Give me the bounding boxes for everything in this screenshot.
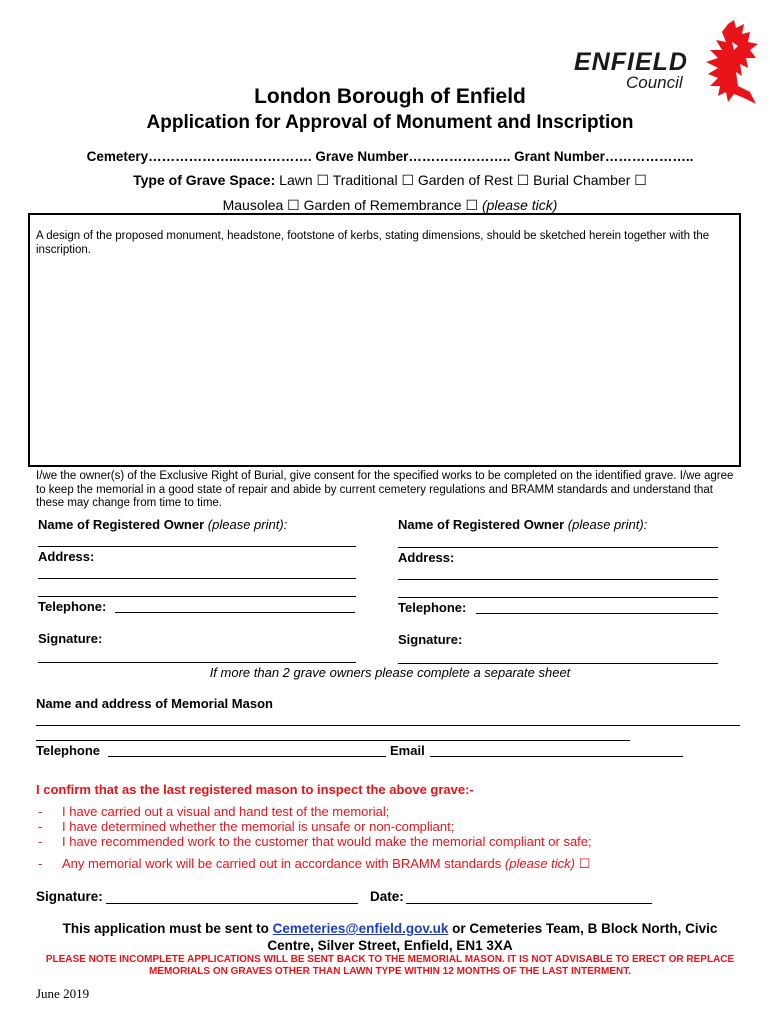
owner1-address-line1[interactable] (38, 578, 356, 579)
owner2-telephone-line[interactable] (476, 613, 718, 614)
owner2-address-label: Address: (398, 550, 455, 565)
cemeteries-email-link[interactable]: Cemeteries@enfield.gov.uk (272, 921, 449, 936)
logo-name: ENFIELD (574, 48, 688, 76)
mason-telephone-label: Telephone (36, 743, 101, 758)
owner1-address-line2[interactable] (38, 596, 356, 597)
incomplete-warning: PLEASE NOTE INCOMPLETE APPLICATIONS WILL BE SENT BACK TO THE MEMORIAL MASON. IT IS NOT ADVISABLE TO ERECT OR REPLACE MEMORIALS ON GRAVES OTHER THAN LAWN TYPE WITHIN 12 MONTHS OF THE LAST INTERMENT. (45, 954, 735, 977)
grave-type-row1 (0, 172, 770, 189)
confirm-item: - I have determined whether the memorial is unsafe or non-compliant; (38, 819, 455, 834)
owner1-telephone-label: Telephone: (38, 599, 107, 614)
owner2-address-line2[interactable] (398, 597, 718, 598)
bramm-checkbox[interactable]: (please tick) ☐ (504, 856, 591, 871)
mason-email-line[interactable] (430, 756, 683, 757)
owner2-signature-label: Signature: (398, 632, 463, 647)
design-instructions: A design of the proposed monument, headstone, footstone of kerbs, stating dimensions, should be sketched herein together with the inscription. (36, 230, 710, 256)
owner2-name-line[interactable] (398, 547, 718, 548)
owner1-telephone-line[interactable] (115, 612, 355, 613)
owner1-name-line[interactable] (38, 546, 356, 547)
grave-type-row2 (0, 197, 770, 214)
owner1-signature-line[interactable] (38, 662, 356, 663)
owner2-name-label: Name of Registered Owner (please print): (398, 517, 648, 532)
bramm-item: - Any memorial work will be carried out in accordance with BRAMM standards (please tick) ☐ (38, 856, 591, 871)
mason-telephone-line[interactable] (108, 756, 386, 757)
submission-instructions: This application must be sent to Cemeteries@enfield.gov.uk or Cemeteries Team, B Block North, Civic Centre, Silver Street, Enfield, EN1 3XA (62, 921, 718, 953)
revision-date: June 2019 (36, 986, 90, 1001)
grave-type-options-1[interactable]: Lawn ☐ Traditional ☐ Garden of Rest ☐ Burial Chamber ☐ (279, 172, 647, 188)
owner1-name-label: Name of Registered Owner (please print): (38, 517, 288, 532)
signature-label: Signature: (36, 889, 103, 904)
owner1-signature-label: Signature: (38, 631, 103, 646)
owner2-signature-line[interactable] (398, 663, 718, 664)
signature-line[interactable] (106, 903, 358, 904)
more-owners-note: If more than 2 grave owners please complete a separate sheet (209, 665, 571, 680)
grave-type-label: Type of Grave Space: (133, 172, 276, 188)
confirm-item: - I have carried out a visual and hand test of the memorial; (38, 804, 390, 819)
page-subtitle: Application for Approval of Monument and Inscription (146, 112, 634, 133)
owner2-address-line1[interactable] (398, 579, 718, 580)
consent-text: I/we the owner(s) of the Exclusive Right of Burial, give consent for the specified works to be completed on the identified grave. I/we agree to keep the memorial in a good state of repair and abide by current cemetery regulations and BRAMM standards and understand that these may change from time to time. (36, 470, 734, 509)
owner2-telephone-label: Telephone: (398, 600, 467, 615)
logo-sub: Council (626, 73, 683, 92)
mason-address-line1[interactable] (36, 725, 740, 726)
date-label: Date: (370, 889, 404, 904)
mason-address-line2[interactable] (36, 740, 630, 741)
page-title: London Borough of Enfield (254, 85, 526, 108)
mason-heading: Name and address of Memorial Mason (36, 696, 273, 711)
grave-type-options-2[interactable]: Mausolea ☐ Garden of Remembrance ☐ (222, 197, 479, 213)
confirm-heading: I confirm that as the last registered mason to inspect the above grave:- (36, 782, 474, 797)
grave-type-hint: (please tick) (481, 197, 558, 213)
mason-email-label: Email (390, 743, 425, 758)
owner1-address-label: Address: (38, 549, 95, 564)
date-line[interactable] (406, 903, 652, 904)
cemetery-grave-grant-row[interactable]: Cemetery………………...……………. Grave Number………………….. Grant Number……………….. (86, 149, 694, 164)
confirm-item: - I have recommended work to the customer that would make the memorial compliant or safe; (38, 834, 592, 849)
